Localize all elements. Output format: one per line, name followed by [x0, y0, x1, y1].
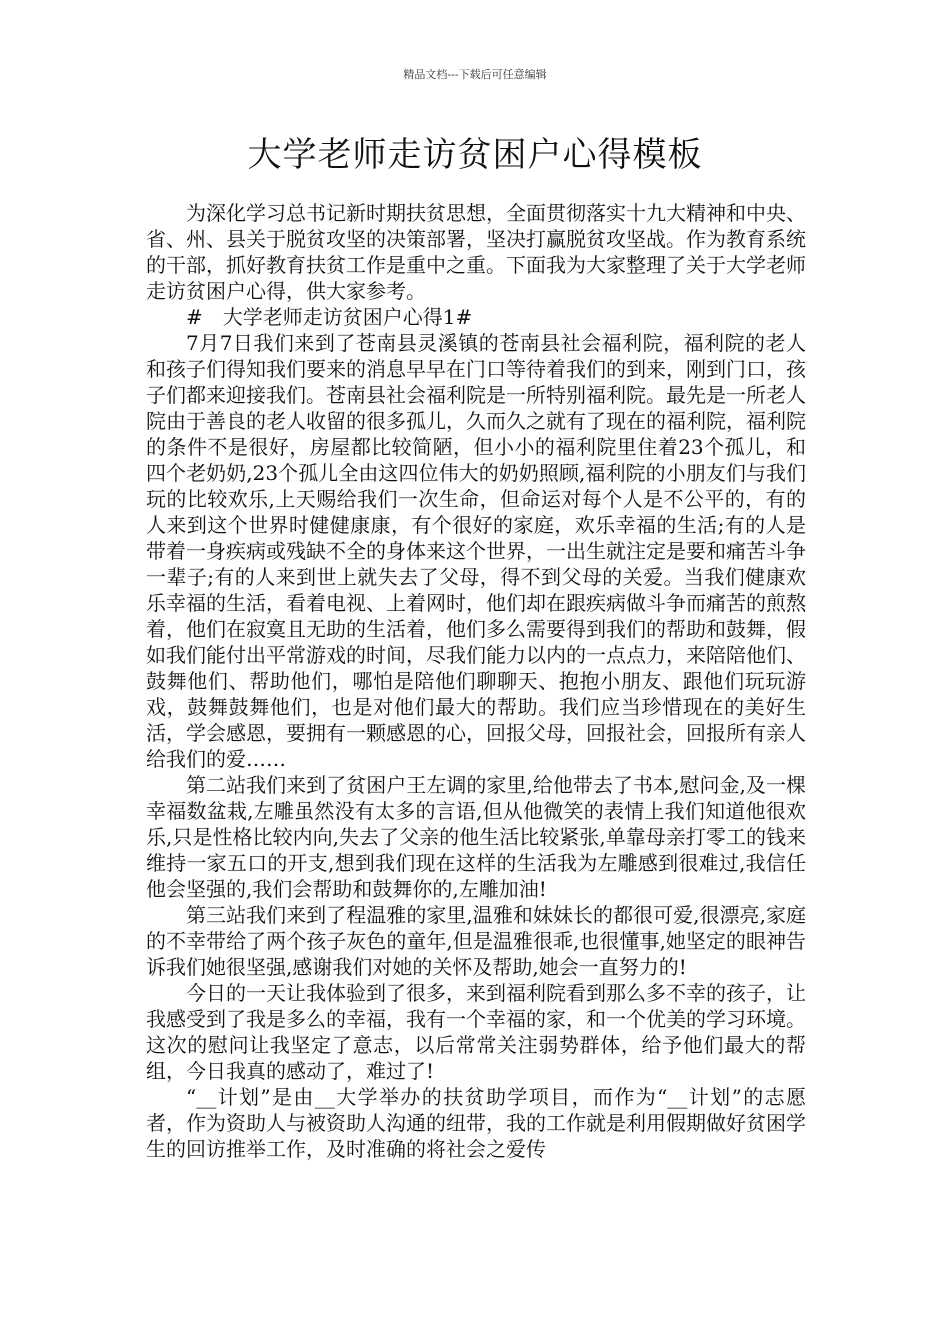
document-body	[146, 200, 806, 1162]
section-heading: # 大学老师走访贫困户心得1#	[186, 305, 473, 329]
intro-paragraph: 为深化学习总书记新时期扶贫思想，全面贯彻落实十九大精神和中央、省、州、县关于脱贫攻坚的决策部署，坚决打赢脱贫攻坚战。作为教育系统的干部，抓好教育扶贫工作是重中之重。下面我为大家整理了关于大学老师走访贫困户心得，供大家参考。	[146, 201, 806, 303]
body-paragraph: 第三站我们来到了程温雅的家里,温雅和妹妹长的都很可爱,很漂亮,家庭的不幸带给了两个孩子灰色的童年,但是温雅很乖,也很懂事,她坚定的眼神告诉我们她很坚强,感谢我们对她的关怀及帮助,她会一直努力的!	[146, 903, 806, 979]
body-paragraph: 第二站我们来到了贫困户王左调的家里,给他带去了书本,慰问金,及一棵幸福数盆栽,左雕虽然没有太多的言语,但从他微笑的表情上我们知道他很欢乐,只是性格比较内向,失去了父亲的他生活比较紧张,单靠母亲打零工的钱来维持一家五口的开支,想到我们现在这样的生活我为左雕感到很难过,我信任他会坚强的,我们会帮助和鼓舞你的,左雕加油!	[146, 773, 806, 901]
body-paragraph: “__计划”是由__大学举办的扶贫助学项目，而作为“__计划”的志愿者，作为资助人与被资助人沟通的纽带，我的工作就是利用假期做好贫困学生的回访推举工作，及时准确的将社会之爱传	[146, 1085, 806, 1161]
body-paragraph: 7月7日我们来到了苍南县灵溪镇的苍南县社会福利院，福利院的老人和孩子们得知我们要来的消息早早在门口等待着我们的到来，刚到门口，孩子们都来迎接我们。苍南县社会福利院是一所特别福利院。最先是一所老人院由于善良的老人收留的很多孤儿，久而久之就有了现在的福利院，福利院的条件不是很好，房屋都比较简陋，但小小的福利院里住着23个孤儿，和四个老奶奶,23个孤儿全由这四位伟大的奶奶照顾,福利院的小朋友们与我们玩的比较欢乐,上天赐给我们一次生命，但命运对每个人是不公平的，有的人来到这个世界时健健康康，有个很好的家庭，欢乐幸福的生活;有的人是带着一身疾病或残缺不全的身体来这个世界，一出生就注定是要和痛苦斗争一辈子;有的人来到世上就失去了父母，得不到父母的关爱。当我们健康欢乐幸福的生活，看着电视、上着网时，他们却在跟疾病做斗争而痛苦的煎熬着，他们在寂寞且无助的生活着，他们多么需要得到我们的帮助和鼓舞，假如我们能付出平常游戏的时间，尽我们能力以内的一点点力，来陪陪他们、鼓舞他们、帮助他们，哪怕是陪他们聊聊天、抱抱小朋友、跟他们玩玩游戏，鼓舞鼓舞他们，也是对他们最大的帮助。我们应当珍惜现在的美好生活，学会感恩，要拥有一颗感恩的心，回报父母，回报社会，回报所有亲人给我们的爱……	[146, 331, 806, 771]
document-title: 大学老师走访贫困户心得模板	[247, 135, 703, 175]
body-paragraph: 今日的一天让我体验到了很多，来到福利院看到那么多不幸的孩子，让我感受到了我是多么的幸福，我有一个幸福的家，和一个优美的学习环境。这次的慰问让我坚定了意志，以后常常关注弱势群体，给予他们最大的帮组，今日我真的感动了，难过了!	[146, 981, 806, 1083]
header-note: 精品文档---下载后可任意编辑	[403, 68, 547, 81]
